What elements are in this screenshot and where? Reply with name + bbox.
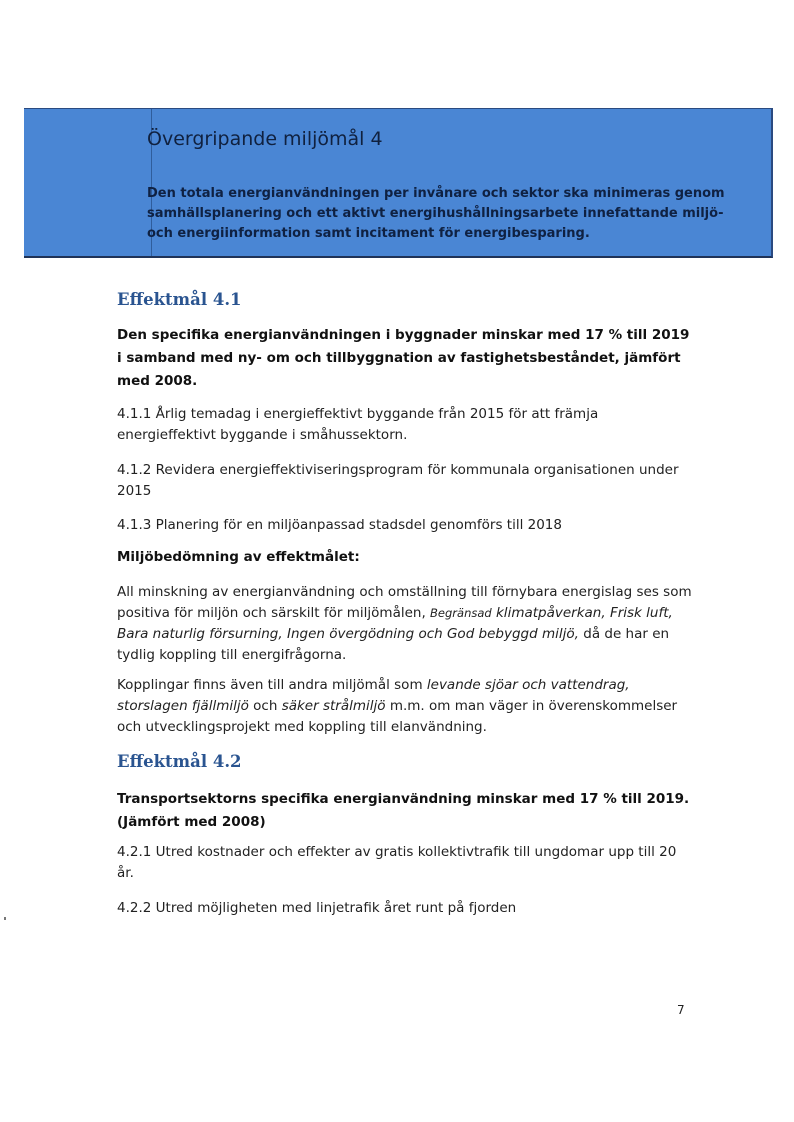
banner-title: Övergripande miljömål 4: [147, 128, 383, 150]
assessment-p2-italic-b: säker strålmiljö: [281, 698, 386, 714]
goal-4-1: Den specifika energianvändningen i byggnader minskar med 17 % till 2019 i samband med ny- om och tillbyggnation av fastighetsbeståndet, jämfört med 2008.: [117, 327, 690, 389]
item-4-2-1: 4.2.1 Utred kostnader och effekter av gratis kollektivtrafik till ungdomar upp till 20 år.: [117, 844, 677, 881]
heading-effektmal-4-2: Effektmål 4.2: [117, 752, 242, 771]
assessment-p1-italic-a: Begränsad: [430, 606, 492, 620]
item-4-1-2: 4.1.2 Revidera energieffektiviseringsprogram för kommunala organisationen under 2015: [117, 462, 679, 499]
assessment-p2-text: Kopplingar finns även till andra miljömål som: [117, 677, 427, 693]
assessment-heading: Miljöbedömning av effektmålet:: [117, 549, 360, 565]
assessment-p2-tail: m.m. om man väger in överenskommelser och utvecklingsprojekt med koppling till elanvändning.: [117, 698, 678, 735]
assessment-p2-mid: och: [248, 698, 282, 714]
assessment-p1-italic-b: klimatpåverkan, Frisk luft, Bara naturlig försurning, Ingen övergödning och God bebyggd miljö,: [117, 605, 673, 642]
assessment-p2-italic-a: levande sjöar och vattendrag, storslagen fjällmiljö: [117, 677, 630, 714]
heading-effektmal-4-1: Effektmål 4.1: [117, 290, 242, 309]
item-4-1-1: 4.1.1 Årlig temadag i energieffektivt byggande från 2015 för att främja energieffektivt byggande i småhussektorn.: [117, 406, 599, 443]
scan-mark: [4, 917, 6, 920]
assessment-p1-text: All minskning av energianvändning och omställning till förnybara energislag ses som positiva för miljön och särskilt för miljömålen,: [117, 584, 692, 621]
item-4-1-3: 4.1.3 Planering för en miljöanpassad stadsdel genomförs till 2018: [117, 517, 562, 533]
page-number: 7: [677, 1003, 685, 1017]
assessment-paragraph-1: [117, 582, 697, 666]
item-4-2-2: 4.2.2 Utred möjligheten med linjetrafik året runt på fjorden: [117, 900, 517, 916]
goal-4-2: Transportsektorns specifika energianvändning minskar med 17 % till 2019. (Jämfört med 2008): [117, 791, 690, 830]
banner-body: Den totala energianvändningen per invånare och sektor ska minimeras genom samhällsplanering och ett aktivt energihushållningsarbete innefattande miljö- och energiinformation samt incitament för energibesparing.: [147, 186, 725, 241]
assessment-p1-tail: då de har en tydlig koppling till energifrågorna.: [117, 626, 670, 663]
assessment-paragraph-2: [117, 675, 697, 738]
